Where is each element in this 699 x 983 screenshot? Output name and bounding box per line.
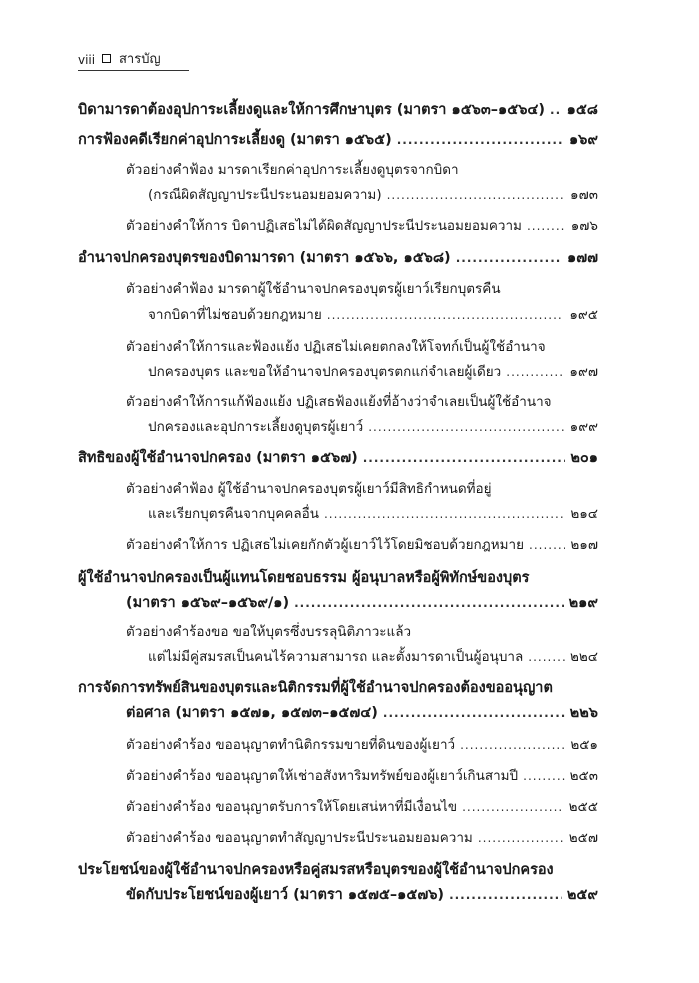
toc-entry[interactable] [148, 501, 598, 527]
toc-entry[interactable] [148, 182, 598, 208]
toc-page-number: ๒๕๕ [568, 799, 598, 815]
toc-page-number: ๑๖๙ [568, 132, 598, 148]
dot-leader [527, 213, 566, 239]
dot-leader [550, 97, 562, 123]
running-header [78, 50, 189, 71]
toc-entry[interactable] [126, 732, 598, 758]
toc-entry[interactable] [126, 763, 598, 789]
toc-page-number: ๒๑๗ [570, 537, 598, 553]
toc-page-number: ๑๙๕ [569, 307, 598, 323]
dot-leader [294, 590, 564, 616]
toc-entry-title-line1: ผู้ใช้อำนาจปกครองเป็นผู้แทนโดยชอบธรรม ผู้อนุบาลหรือผู้พิทักษ์ของบุตร [78, 570, 530, 586]
toc-entry[interactable] [148, 644, 598, 670]
dot-leader [506, 359, 564, 385]
toc-page-number: ๒๕๓ [569, 768, 598, 784]
toc-entry[interactable] [78, 127, 598, 153]
toc-page-number: ๑๕๘ [566, 102, 598, 118]
square-bullet-icon [102, 54, 111, 63]
toc-entry-title-line2: จากบิดาที่ไม่ชอบด้วยกฎหมาย [148, 307, 322, 323]
toc-page-number: ๒๒๖ [569, 705, 598, 721]
toc-page-number: ๑๗๓ [570, 187, 598, 203]
dot-leader [363, 445, 566, 471]
dot-leader [456, 245, 562, 271]
toc-entry-title: ตัวอย่างคำร้อง ขออนุญาตรับการให้โดยเสน่หาที่มีเงื่อนไข [126, 799, 458, 815]
toc-entry[interactable] [126, 794, 598, 820]
dot-leader [460, 732, 565, 758]
toc-page-number: ๑๙๗ [569, 364, 598, 380]
toc-entry-title-line1: ตัวอย่างคำให้การแก้ฟ้องแย้ง ปฏิเสธฟ้องแย้งที่อ้างว่าจำเลยเป็นผู้ใช้อำนาจ [126, 394, 552, 410]
toc-page-number: ๑๗๖ [570, 218, 598, 234]
toc-entry-title: บิดามารดาต้องอุปการะเลี้ยงดูและให้การศึกษาบุตร (มาตรา ๑๕๖๓–๑๕๖๔) [78, 102, 546, 118]
dot-leader [324, 501, 565, 527]
header-page-number: viii [78, 53, 96, 67]
toc-entry-title: สิทธิของผู้ใช้อำนาจปกครอง (มาตรา ๑๕๖๗) [78, 450, 358, 466]
toc-entry-title-line2: ปกครองบุตร และขอให้อำนาจปกครองบุตรตกแก่จำเลยผู้เดียว [148, 364, 502, 380]
toc-entry-title: อำนาจปกครองบุตรของบิดามารดา (มาตรา ๑๕๖๖, ๑๕๖๘) [78, 250, 451, 266]
toc-entry[interactable] [126, 213, 598, 239]
dot-leader [462, 794, 564, 820]
toc-entry-title-line2: (มาตรา ๑๕๖๙–๑๕๖๙/๑) [126, 595, 290, 611]
dot-leader [529, 532, 565, 558]
toc-entry-title: ตัวอย่างคำให้การ บิดาปฏิเสธไม่ได้ผิดสัญญาประนีประนอมยอมความ [126, 218, 522, 234]
toc-page-number: ๒๑๙ [568, 595, 598, 611]
header-title: สารบัญ [119, 52, 161, 67]
toc-entry-title: ตัวอย่างคำร้อง ขออนุญาตทำสัญญาประนีประนอมยอมความ [126, 830, 473, 846]
toc-entry-title-line1: ตัวอย่างคำฟ้อง มารดาเรียกค่าอุปการะเลี้ยงดูบุตรจากบิดา [126, 162, 459, 178]
dot-leader [327, 302, 565, 328]
dot-leader [387, 182, 565, 208]
toc-entry[interactable] [148, 414, 598, 440]
toc-entry-title-line2: (กรณีผิดสัญญาประนีประนอมยอมความ) [148, 187, 382, 203]
toc-entry[interactable] [126, 532, 598, 558]
toc-entry-title: การฟ้องคดีเรียกค่าอุปการะเลี้ยงดู (มาตรา ๑๕๖๕) [78, 132, 392, 148]
toc-entry-title-line1: ตัวอย่างคำร้องขอ ขอให้บุตรซึ่งบรรลุนิติภาวะแล้ว [126, 624, 412, 640]
dot-leader [368, 414, 564, 440]
toc-entry-title-line1: ตัวอย่างคำฟ้อง ผู้ใช้อำนาจปกครองบุตรผู้เยาว์มีสิทธิกำหนดที่อยู่ [126, 481, 492, 497]
toc-page-number: ๒๕๑ [570, 737, 598, 753]
toc-page-number: ๒๑๔ [570, 506, 598, 522]
toc-page-number: ๒๐๑ [570, 450, 598, 466]
toc-entry-title: ตัวอย่างคำร้อง ขออนุญาตทำนิติกรรมขายที่ดินของผู้เยาว์ [126, 737, 456, 753]
toc-page-number: ๒๕๙ [566, 887, 598, 903]
toc-entry[interactable] [148, 359, 598, 385]
toc-entry-title: ตัวอย่างคำร้อง ขออนุญาตให้เช่าอสังหาริมทรัพย์ของผู้เยาว์เกินสามปี [126, 768, 519, 784]
dot-leader [523, 763, 565, 789]
toc-page-number: ๑๗๗ [566, 250, 598, 266]
toc-page-number: ๒๕๗ [568, 830, 598, 846]
toc-entry-title-line1: ตัวอย่างคำให้การและฟ้องแย้ง ปฏิเสธไม่เคยตกลงให้โจทก์เป็นผู้ใช้อำนาจ [126, 339, 546, 355]
toc-entry[interactable] [148, 302, 598, 328]
toc-entry[interactable] [126, 700, 598, 726]
toc-entry[interactable] [78, 97, 598, 123]
toc-entry-title-line2: ปกครองและอุปการะเลี้ยงดูบุตรผู้เยาว์ [148, 419, 364, 435]
toc-page-number: ๒๒๔ [569, 649, 598, 665]
toc-entry[interactable] [126, 590, 598, 616]
toc-entry[interactable] [126, 825, 598, 851]
toc-entry-title-line1: ประโยชน์ของผู้ใช้อำนาจปกครองหรือคู่สมรสหรือบุตรของผู้ใช้อำนาจปกครอง [78, 862, 554, 878]
toc-entry-title-line2: ขัดกับประโยชน์ของผู้เยาว์ (มาตรา ๑๕๗๕–๑๕๗๖) [126, 887, 445, 903]
toc-entry-title: ตัวอย่างคำให้การ ปฏิเสธไม่เคยกักตัวผู้เยาว์ไว้โดยมิชอบด้วยกฎหมาย [126, 537, 525, 553]
toc-entry[interactable] [78, 445, 598, 471]
toc-entry[interactable] [78, 245, 598, 271]
toc-entry-title-line2: แต่ไม่มีคู่สมรสเป็นคนไร้ความสามารถ และตั้งมารดาเป็นผู้อนุบาล [148, 649, 524, 665]
toc-entry-title-line1: ตัวอย่างคำฟ้อง มารดาผู้ใช้อำนาจปกครองบุตรผู้เยาว์เรียกบุตรคืน [126, 281, 501, 297]
toc-entry-title-line1: การจัดการทรัพย์สินของบุตรและนิติกรรมที่ผู้ใช้อำนาจปกครองต้องขออนุญาต [78, 680, 553, 696]
dot-leader [383, 700, 565, 726]
dot-leader [528, 644, 565, 670]
dot-leader [449, 882, 562, 908]
toc-entry-title-line2: ต่อศาล (มาตรา ๑๕๗๑, ๑๕๗๓–๑๕๗๔) [126, 705, 378, 721]
toc-entry-title-line2: และเรียกบุตรคืนจากบุคคลอื่น [148, 506, 319, 522]
toc-entry[interactable] [126, 882, 598, 908]
dot-leader [397, 127, 564, 153]
dot-leader [478, 825, 564, 851]
toc-page-number: ๑๙๙ [569, 419, 598, 435]
